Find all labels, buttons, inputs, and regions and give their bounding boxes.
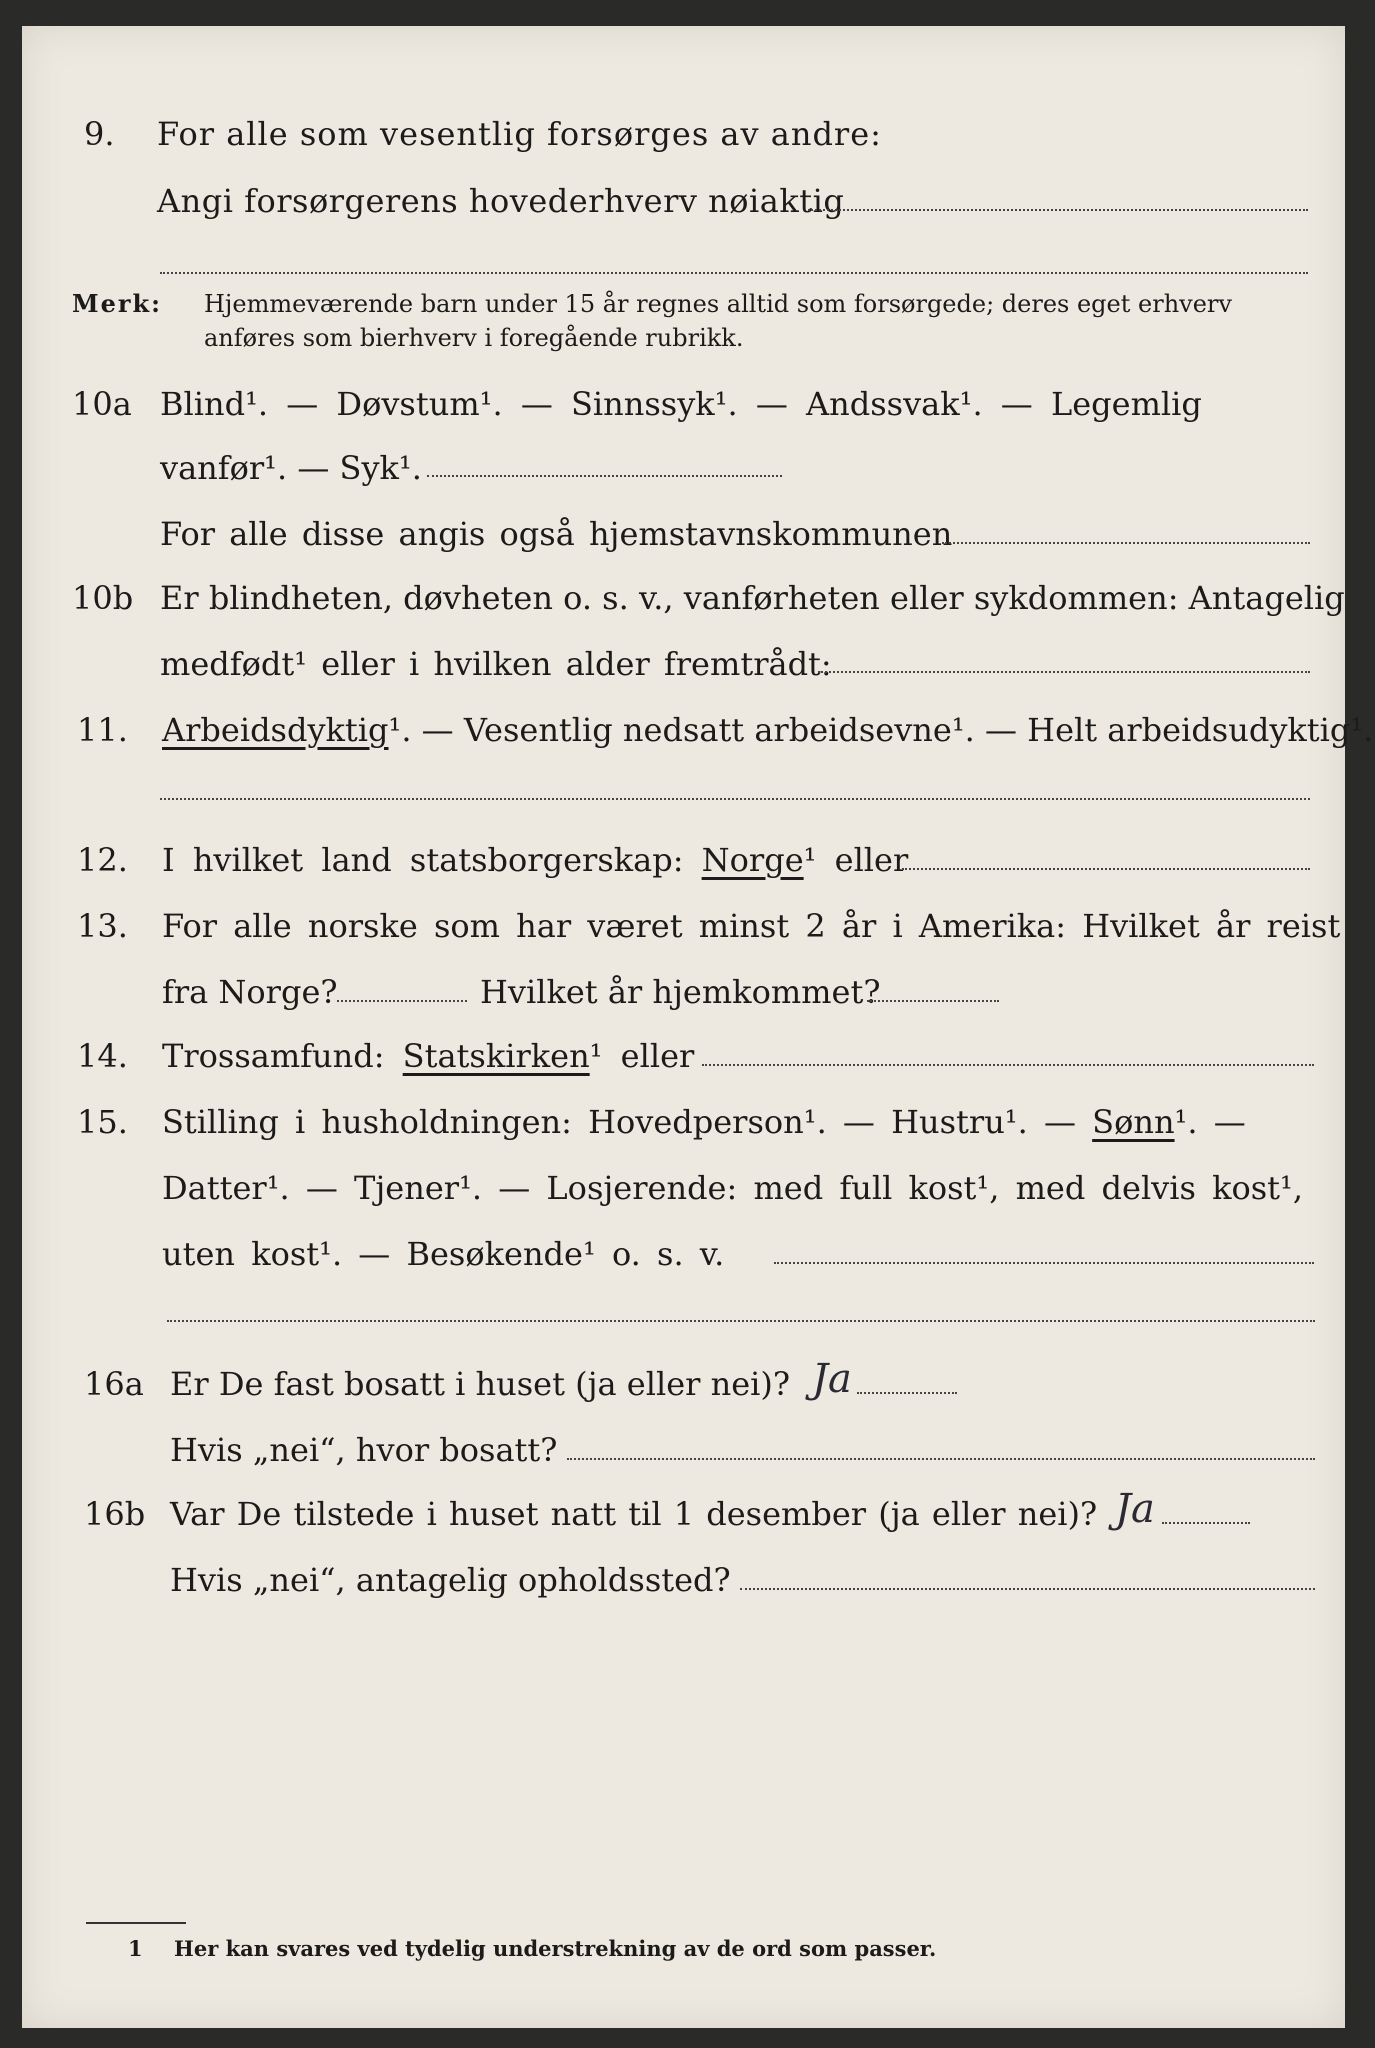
q9-line2: Angi forsørgerens hovederhverv nøiaktig <box>157 182 845 220</box>
q16b-answer-line[interactable] <box>1162 1522 1250 1524</box>
q15-line2: Datter¹. — Tjener¹. — Losjerende: med full kost¹, med delvis kost¹, <box>162 1169 1304 1207</box>
q11-line <box>162 710 1373 750</box>
q16a-answer-line[interactable] <box>857 1392 957 1394</box>
q9-answer-line-2[interactable] <box>160 272 1308 274</box>
q15-line1 <box>162 1102 1246 1142</box>
q13-return-line[interactable] <box>867 1000 999 1002</box>
q15-option-sonn[interactable]: Sønn <box>1092 1103 1175 1141</box>
q9-answer-line[interactable] <box>808 209 1308 211</box>
q9-number: 9. <box>84 115 115 153</box>
merk-label: Merk: <box>72 289 162 318</box>
footnote-rule <box>86 1922 186 1924</box>
q12-question: I hvilket land statsborgerskap: <box>162 841 684 879</box>
q13-line2a: fra Norge? <box>162 973 338 1011</box>
q12-suffix: ¹ eller <box>803 841 909 879</box>
q16b-line1: Var De tilstede i huset natt til 1 desember (ja eller nei)? <box>170 1495 1098 1533</box>
q14-suffix: ¹ eller <box>589 1037 695 1075</box>
q15-line1a: Stilling i husholdningen: Hovedperson¹. — Hustru¹. — <box>162 1103 1076 1141</box>
q10a-line2: vanfør¹. — Syk¹. <box>160 449 422 487</box>
q11-answer-line[interactable] <box>160 798 1310 800</box>
q10b-number: 10b <box>72 579 134 617</box>
q10a-answer-line[interactable] <box>427 475 782 477</box>
q11-option-arbeidsdyktig[interactable]: Arbeidsdyktig <box>162 711 389 749</box>
q14-answer-line[interactable] <box>702 1064 1314 1066</box>
q16a-number: 16a <box>84 1365 144 1403</box>
q10a-line3: For alle disse angis også hjemstavnskommunen <box>160 515 953 553</box>
q14-line <box>162 1036 694 1076</box>
q16b-number: 16b <box>84 1495 146 1533</box>
q10a-number: 10a <box>72 385 132 423</box>
q14-question: Trossamfund: <box>162 1037 385 1075</box>
q13-departure-line[interactable] <box>337 1000 467 1002</box>
q12-option-norge[interactable]: Norge <box>701 841 804 879</box>
footnote-mark: 1 <box>128 1936 143 1961</box>
q15-answer-line[interactable] <box>774 1262 1314 1264</box>
q16b-handwritten-answer[interactable]: Ja <box>1115 1486 1155 1532</box>
q12-number: 12. <box>77 841 128 879</box>
q12-line <box>162 840 908 880</box>
q16a-handwritten-answer[interactable]: Ja <box>812 1356 852 1402</box>
q10b-line1: Er blindheten, døvheten o. s. v., vanførheten eller sykdommen: Antagelig <box>160 579 1345 617</box>
merk-line1: Hjemmeværende barn under 15 år regnes alltid som forsørgede; deres eget erhverv <box>204 290 1232 318</box>
q13-line2b: Hvilket år hjemkommet? <box>480 973 881 1011</box>
q9-line1: For alle som vesentlig forsørges av andre: <box>157 115 882 153</box>
q16a-line1: Er De fast bosatt i huset (ja eller nei)? <box>170 1365 791 1403</box>
q10b-answer-line[interactable] <box>818 671 1310 673</box>
q15-number: 15. <box>77 1103 128 1141</box>
q15-line1b: ¹. — <box>1174 1103 1246 1141</box>
q16b-whereabouts-line[interactable] <box>740 1588 1315 1590</box>
q11-rest: ¹. — Vesentlig nedsatt arbeidsevne¹. — Helt arbeidsudyktig¹. <box>388 711 1374 749</box>
q13-line1: For alle norske som har været minst 2 år i Amerika: Hvilket år reist <box>162 907 1341 945</box>
q15-answer-line-2[interactable] <box>167 1320 1315 1322</box>
q14-option-statskirken[interactable]: Statskirken <box>402 1037 590 1075</box>
q16b-line2: Hvis „nei“, antagelig opholdssted? <box>170 1561 731 1599</box>
census-form-page <box>22 26 1374 2028</box>
q16a-line2: Hvis „nei“, hvor bosatt? <box>170 1431 558 1469</box>
q15-line3: uten kost¹. — Besøkende¹ o. s. v. <box>162 1235 725 1273</box>
q10a-municipality-line[interactable] <box>942 542 1310 544</box>
footnote-text: Her kan svares ved tydelig understrekning av de ord som passer. <box>174 1936 937 1961</box>
q11-number: 11. <box>77 711 128 749</box>
q12-answer-line[interactable] <box>902 868 1310 870</box>
q10a-line1: Blind¹. — Døvstum¹. — Sinnssyk¹. — Andssvak¹. — Legemlig <box>160 385 1202 423</box>
merk-line2: anføres som bierhverv i foregående rubrikk. <box>204 324 744 352</box>
q13-number: 13. <box>77 907 128 945</box>
q10b-line2: medfødt¹ eller i hvilken alder fremtrådt: <box>160 645 832 683</box>
q16a-residence-line[interactable] <box>567 1458 1315 1460</box>
q14-number: 14. <box>77 1037 128 1075</box>
